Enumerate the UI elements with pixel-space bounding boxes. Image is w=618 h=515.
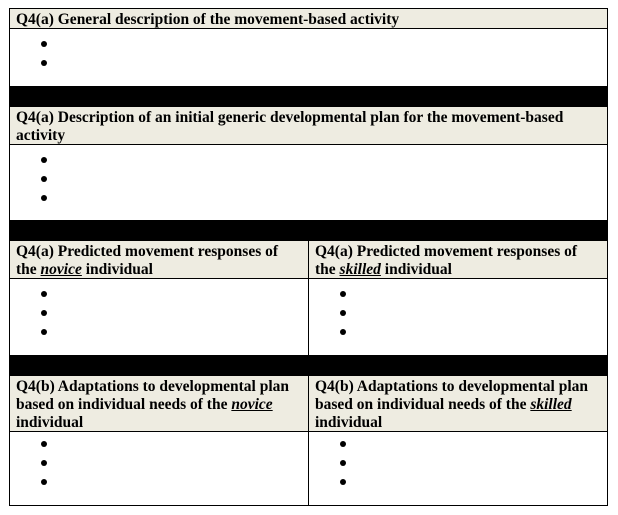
predicted-responses-body [9,279,608,355]
skilled-adaptations-cell[interactable] [308,432,607,505]
skilled-adaptations-header [308,376,607,431]
novice-responses-header [10,241,308,278]
skilled-emphasis: skilled [530,396,572,413]
novice-adaptations-title-pre: Q4(b) Adaptations to developmental plan based on individual needs of the [16,378,290,413]
bullet-item [10,170,607,189]
section-divider [9,86,608,106]
section-divider [9,220,608,240]
general-description-bullets [10,35,607,73]
skilled-responses-title-post: individual [380,261,452,278]
bullet-item [10,304,308,323]
novice-responses-title-post: individual [81,261,153,278]
bullet-item [10,473,308,492]
novice-adaptations-header [10,376,308,431]
section-divider [9,355,608,375]
adaptations-body [9,432,608,506]
bullet-item [10,285,308,304]
general-description-body[interactable] [9,29,608,86]
novice-emphasis: novice [231,396,273,413]
novice-emphasis: novice [40,261,82,278]
bullet-item [10,435,308,454]
novice-responses-bullets [10,285,308,342]
skilled-responses-title-pre: Q4(a) Predicted movement responses of the [315,243,578,278]
bullet-item [309,435,607,454]
novice-responses-cell[interactable] [10,279,308,355]
developmental-plan-body[interactable] [9,145,608,220]
bullet-item [10,454,308,473]
bullet-item [309,285,607,304]
bullet-item [10,35,607,54]
adaptations-header [9,375,608,432]
skilled-responses-header [308,241,607,278]
bullet-item [10,54,607,73]
general-description-header [9,8,608,29]
bullet-item [309,323,607,342]
novice-adaptations-cell[interactable] [10,432,308,505]
worksheet-table [9,8,608,506]
predicted-responses-header [9,240,608,279]
bullet-item [10,323,308,342]
general-description-title: Q4(a) General description of the movement-based activity [16,11,400,28]
skilled-emphasis: skilled [339,261,381,278]
skilled-adaptations-title-post: individual [315,414,383,431]
bullet-item [309,304,607,323]
developmental-plan-title: Q4(a) Description of an initial generic developmental plan for the movement-based activity [16,109,564,144]
bullet-item [309,473,607,492]
bullet-item [10,189,607,208]
developmental-plan-bullets [10,151,607,208]
developmental-plan-header [9,106,608,145]
skilled-adaptations-title-pre: Q4(b) Adaptations to developmental plan based on individual needs of the [315,378,589,413]
novice-responses-title-pre: Q4(a) Predicted movement responses of the [16,243,279,278]
skilled-adaptations-bullets [309,435,607,492]
novice-adaptations-title-post: individual [16,414,84,431]
novice-adaptations-bullets [10,435,308,492]
skilled-responses-cell[interactable] [308,279,607,355]
bullet-item [10,151,607,170]
bullet-item [309,454,607,473]
skilled-responses-bullets [309,285,607,342]
